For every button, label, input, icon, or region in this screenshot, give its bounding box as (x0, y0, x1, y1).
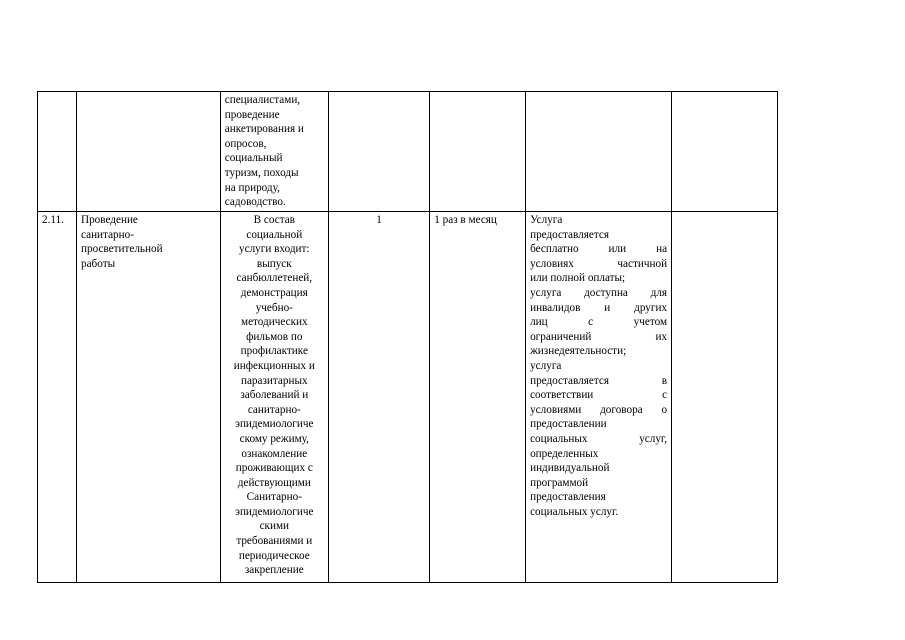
service-name-cell (77, 92, 221, 212)
conditions-line: или полной оплаты; (530, 272, 626, 285)
conditions-line: жизнедеятельности; (530, 345, 627, 358)
conditions-line: услуга (530, 359, 562, 372)
conditions-line: определенных (530, 447, 599, 460)
table-row (38, 212, 778, 583)
frequency-cell (430, 92, 526, 212)
conditions-line: программой (530, 476, 589, 489)
conditions-line: предоставления (530, 491, 606, 504)
service-description: специалистами, проведение анкетирования и опросов, социальный туризм, походы на природу, садоводство. (224, 94, 304, 209)
row-number: 2.11. (42, 214, 64, 226)
row-number-cell (38, 92, 77, 212)
services-table (37, 91, 778, 583)
service-description-cell (220, 92, 328, 212)
extra-cell (672, 212, 778, 583)
service-name-cell (77, 212, 221, 583)
service-name: Проведение санитарно- просветительной работы (81, 214, 163, 270)
extra-cell (672, 92, 778, 212)
conditions-cell (526, 92, 672, 212)
conditions-line: условиях частичной (530, 257, 668, 270)
service-count: 1 (376, 214, 382, 226)
conditions-cell (526, 212, 672, 583)
frequency-cell (430, 212, 526, 583)
conditions-line: ограничений их (530, 330, 668, 343)
conditions-line: бесплатно или на (530, 243, 668, 256)
count-cell (328, 92, 429, 212)
service-description: В состав социальной услуги входит: выпуск санбюллетеней, демонстрация учебно- методических фильмов по профилактике инфекционных и паразитарных заболеваний и санитарно- эпидемиологиче скому режиму, ознакомление проживающих с действующими Санитарно- эпидемиологиче скими требованиями и периодическое закрепление (233, 214, 315, 577)
service-description-cell (220, 212, 328, 583)
conditions-line: социальных услуг, (530, 432, 668, 445)
conditions-line: услуга доступна для (530, 286, 668, 299)
conditions-line: индивидуальной (530, 462, 610, 475)
conditions-line: предоставляется в (530, 374, 668, 387)
service-frequency: 1 раз в месяц (434, 214, 497, 226)
conditions-line: социальных услуг. (530, 505, 619, 518)
conditions-line: предоставлении (530, 418, 607, 431)
conditions-line: предоставляется (530, 228, 609, 241)
row-number-cell (38, 212, 77, 583)
conditions-line: соответствии с (530, 389, 668, 402)
conditions-line: условиями договора о (530, 403, 668, 416)
count-cell (328, 212, 429, 583)
table-row (38, 92, 778, 212)
conditions-line: Услуга (530, 214, 563, 226)
conditions-line: инвалидов и других (530, 301, 668, 314)
conditions-line: лиц с учетом (530, 316, 668, 329)
